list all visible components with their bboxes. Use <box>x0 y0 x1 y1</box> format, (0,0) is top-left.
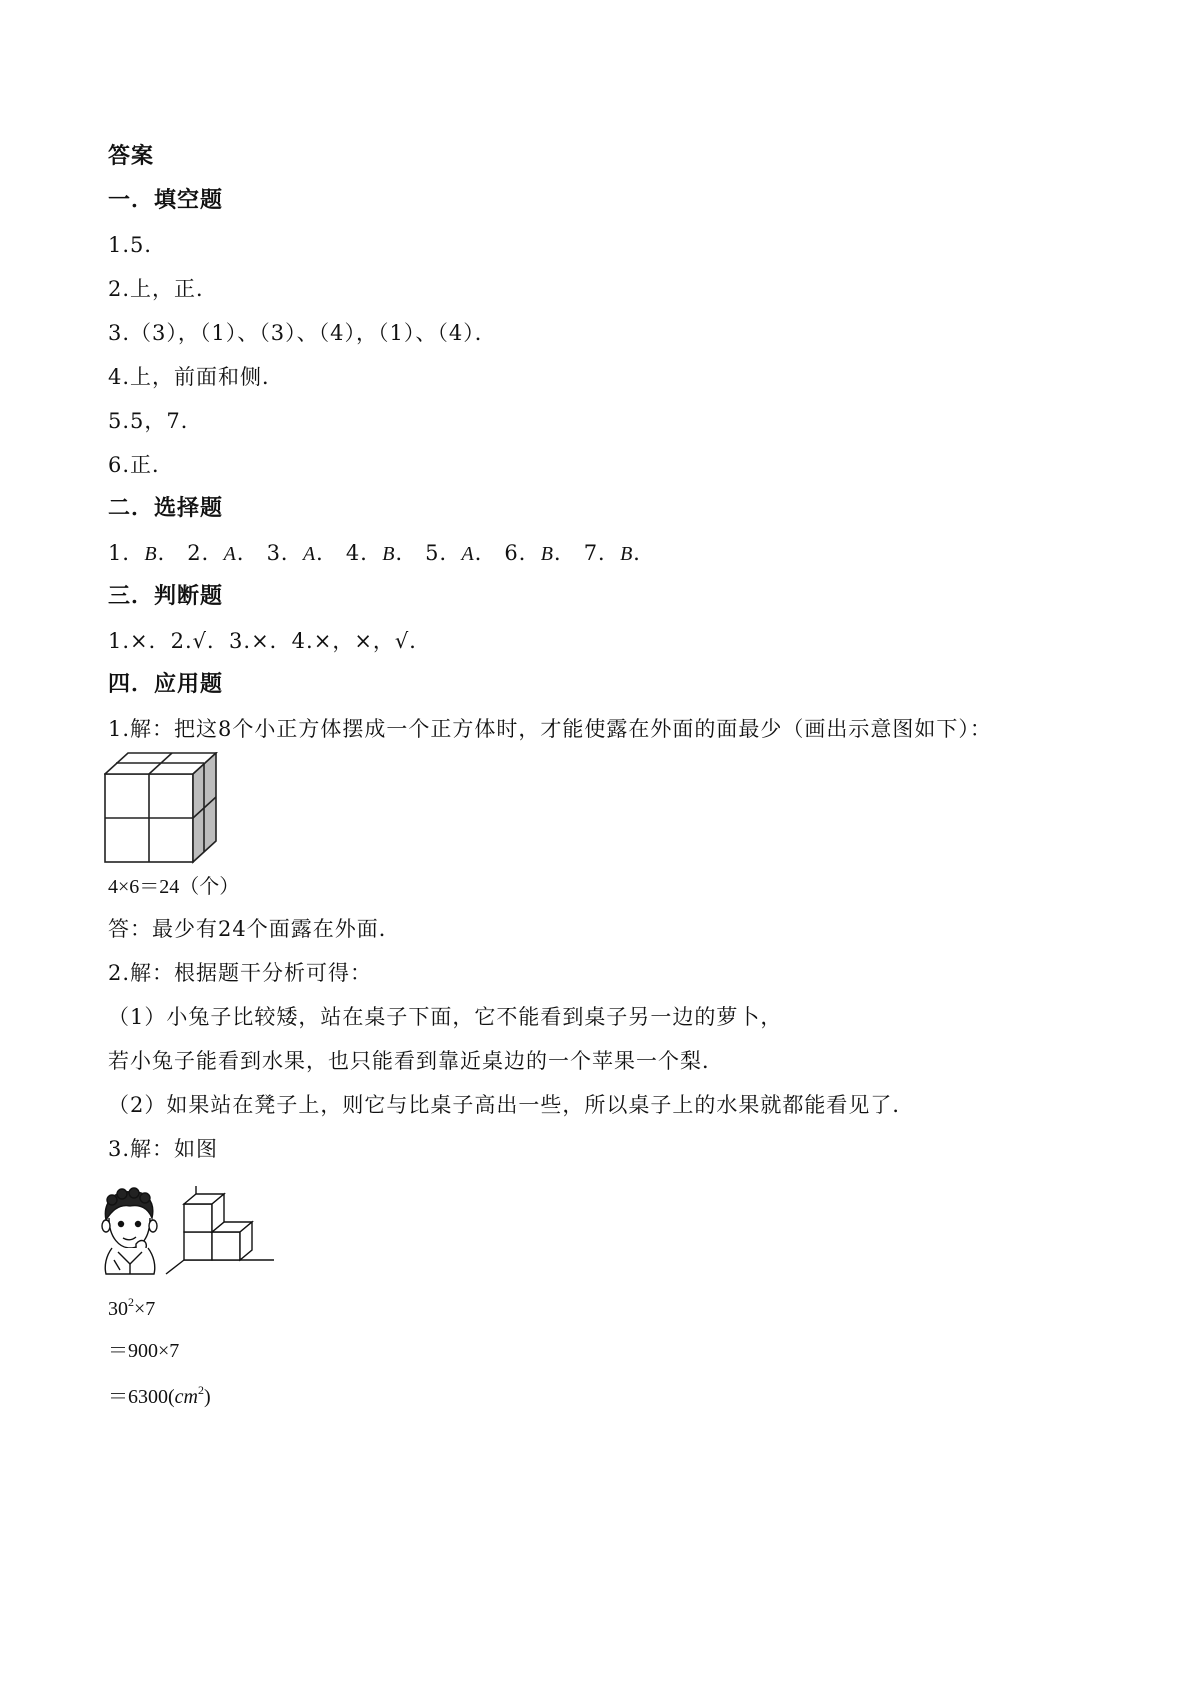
fill-answer-5: 5.5，7． <box>108 409 203 433</box>
judge-answers: 1.×．2.√．3.×．4.×，×，√． <box>108 629 432 653</box>
fill-answer-2: 2.上，正． <box>108 277 219 301</box>
section-application: 四．应用题 <box>108 672 224 697</box>
choice-num: 6． <box>504 541 541 565</box>
app-q3-calc-2: ＝900×7 <box>108 1340 180 1362</box>
choice-letter: A <box>223 543 237 565</box>
choice-answers: 1．B． 2．A． 3．A． 4．B． 5．A． 6．B． 7．B． <box>108 541 656 565</box>
app-q3-calc-1: $30^2\times 7$ <box>108 1295 156 1320</box>
section-choice: 二．选择题 <box>108 496 224 521</box>
app-q3-calc-3: $=6300(cm^2)$ <box>108 1383 211 1408</box>
choice-num: 5． <box>425 541 462 565</box>
app-q2-intro: 2.解：根据题干分析可得： <box>108 961 373 985</box>
choice-letter: B <box>382 543 396 565</box>
fill-answer-3: 3.（3），（1）、（3）、（4），（1）、（4）． <box>108 321 497 345</box>
fill-answer-6: 6.正． <box>108 453 175 477</box>
choice-num: 3． <box>266 541 303 565</box>
boy-icon <box>102 1188 157 1274</box>
choice-letter: B <box>144 543 158 565</box>
cube-figure <box>104 752 224 864</box>
choice-letter: A <box>461 543 475 565</box>
choice-num: 7． <box>583 541 621 565</box>
choice-letter: A <box>302 543 317 565</box>
app-q2-part1-cont: 若小兔子能看到水果，也只能看到靠近桌边的一个苹果一个梨． <box>108 1049 724 1073</box>
fill-answer-4: 4.上，前面和侧． <box>108 365 285 389</box>
app-q3-intro: 3.解：如图 <box>108 1137 219 1161</box>
fill-answer-1: 1.5． <box>108 233 167 257</box>
app-q1-intro: 1.解：把这8个小正方体摆成一个正方体时，才能使露在外面的面最少（画出示意图如下）： <box>108 717 992 741</box>
choice-letter: B <box>540 543 554 565</box>
app-q1-answer: 答：最少有24个面露在外面． <box>108 917 401 941</box>
choice-num: 1． <box>108 541 145 565</box>
app-q2-part1: （1）小兔子比较矮，站在桌子下面，它不能看到桌子另一边的萝卜， <box>108 1005 783 1029</box>
choice-letter: B <box>620 543 634 565</box>
choice-num: 2． <box>187 541 224 565</box>
section-judge: 三．判断题 <box>108 584 224 609</box>
app-q1-calc: 4×6＝24（个） <box>108 876 240 898</box>
block-stack <box>166 1186 274 1274</box>
section-fill-blank: 一．填空题 <box>108 188 224 213</box>
boy-and-blocks-figure <box>100 1186 290 1276</box>
choice-num: 4． <box>345 541 383 565</box>
page-title: 答案 <box>108 144 155 169</box>
app-q2-part2: （2）如果站在凳子上，则它与比桌子高出一些，所以桌子上的水果就都能看见了． <box>108 1093 915 1117</box>
